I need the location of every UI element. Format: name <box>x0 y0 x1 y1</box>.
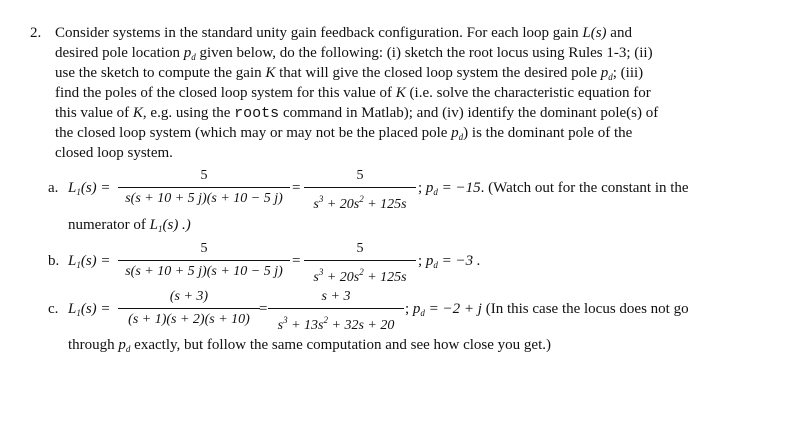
item-a-equals: = <box>292 180 301 196</box>
intro-line-6: the closed loop system (which may or may not be the placed pole $p_d$) is the dominant pole of the <box>55 125 633 142</box>
item-c-fraction-1: (s + 3) (s + 1)(s + 2)(s + 10) <box>118 289 260 328</box>
intro-line-5: this value of K, e.g. using the roots command in Matlab); and (iv) identify the dominant pole(s) of <box>55 105 659 122</box>
item-a-pd: ; $p_d = -15$. (Watch out for the constant in the <box>418 180 689 197</box>
item-b-fraction-1: 5 s(s + 10 + 5 j)(s + 10 − 5 j) <box>118 241 290 280</box>
item-b-label: b. <box>48 253 60 269</box>
intro-line-4: find the poles of the closed loop system for this value of K (i.e. solve the characteristic equation for <box>55 85 651 101</box>
intro-line-1: Consider systems in the standard unity gain feedback configuration. For each loop gain L(s) and <box>55 25 632 41</box>
problem-number: 2. <box>30 25 42 41</box>
item-a-fraction-2: 5 $s^3 + 20s^2 + 125s$ <box>304 168 416 213</box>
item-c-note-line-2: through $p_d$ exactly, but follow the same computation and see how close you get.) <box>68 337 552 354</box>
item-b-equals: = <box>292 253 301 269</box>
item-b-fraction-2: 5 $s^3 + 20s^2 + 125s$ <box>304 241 416 286</box>
item-c-equals: = <box>259 301 268 317</box>
intro-line-3: use the sketch to compute the gain K that will give the closed loop system the desired pole $p_d$; (iii) <box>55 65 644 82</box>
item-c-fraction-2: s + 3 $s^3 + 13s^2 + 32s + 20$ <box>268 289 404 334</box>
item-b-lhs: $L_1(s)$ = <box>68 253 111 270</box>
item-b-pd: ; $p_d = -3$ . <box>418 253 481 270</box>
intro-line-2: desired pole location $p_d$ given below, do the following: (i) sketch the root locus using Rules 1-3; (ii) <box>55 45 653 62</box>
item-a-label: a. <box>48 180 59 196</box>
item-c-pd: ; $p_d = -2 + j$ (In this case the locus does not go <box>405 301 689 318</box>
matlab-roots-command: roots <box>234 105 280 122</box>
item-a-fraction-1: 5 s(s + 10 + 5 j)(s + 10 − 5 j) <box>118 168 290 207</box>
intro-line-7: closed loop system. <box>55 145 173 161</box>
item-a-lhs: $L_1(s)$ = <box>68 180 111 197</box>
item-c-label: c. <box>48 301 59 317</box>
item-c-lhs: $L_1(s)$ = <box>68 301 111 318</box>
item-a-note-line-2: numerator of $L_1(s)$ .) <box>68 217 191 234</box>
